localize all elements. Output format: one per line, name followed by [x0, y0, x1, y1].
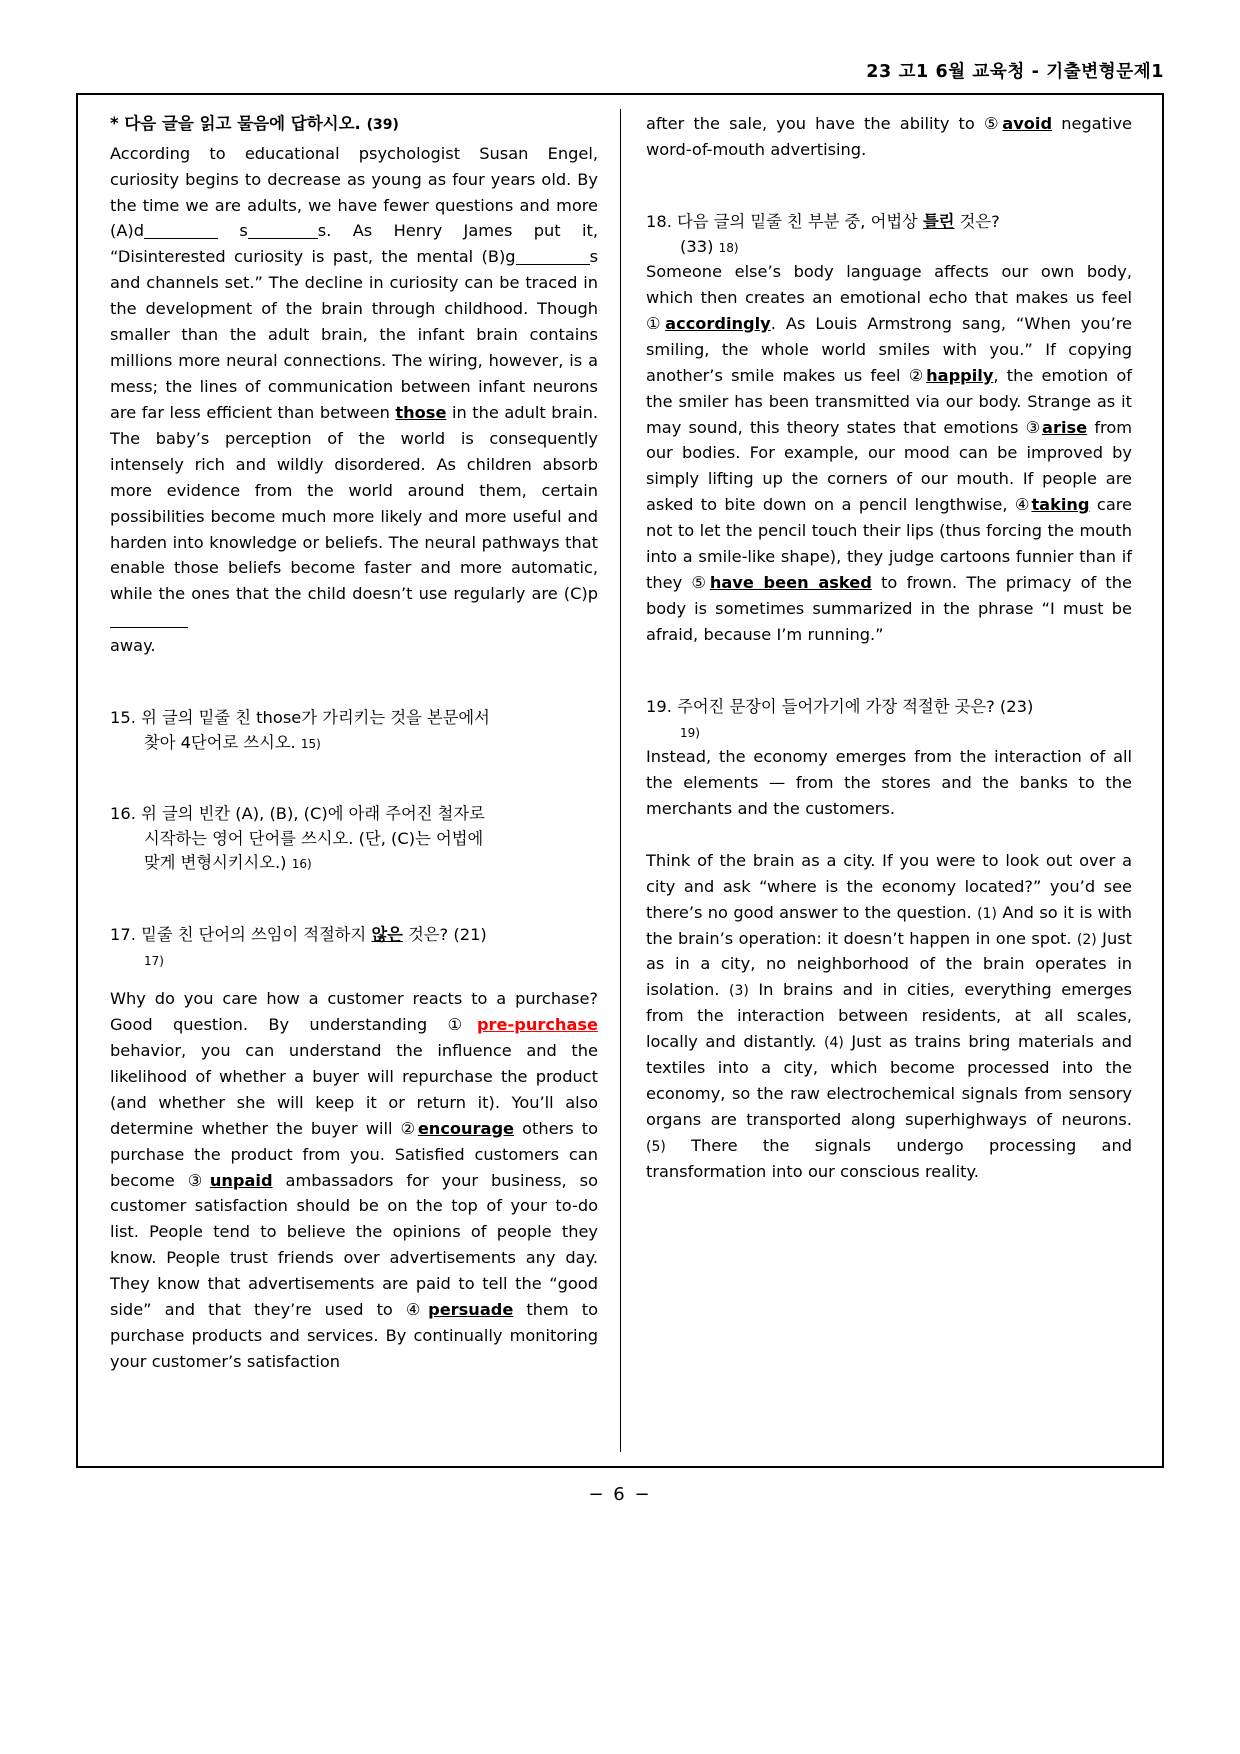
question-18-ref: 18)	[718, 240, 739, 255]
q19-marker-4: (4)	[823, 1035, 844, 1052]
q18-choice3-marker: ③	[1025, 417, 1043, 437]
q18-choice-5: have been asked	[709, 573, 872, 593]
q18-p6: to frown. The primacy of the body is sometimes summarized in the phrase “I must be afraid, because I’m running.”	[646, 573, 1132, 644]
spacer	[646, 648, 1132, 694]
left-column	[90, 111, 620, 1456]
spacer	[110, 972, 598, 986]
q19-s2: Just as in a city, no neighborhood of the brain operates in isolation.	[646, 928, 1132, 1000]
question-16-ref: 16)	[291, 857, 312, 872]
question-15-number: 15.	[110, 708, 136, 728]
spacer	[110, 659, 598, 705]
question-16	[110, 801, 598, 827]
passage-part-5: in the adult brain. The baby’s perception of the world is consequently intensely rich and wildly disordered. As children absorb more evidence from the world around them, certain possibilities become much more likely and more useful and harden into knowledge or beliefs. The neural pathways that enable those beliefs become faster and more automatic, while the ones that the child doesn’t use regularly are (C)p	[110, 402, 598, 604]
question-18-sub-row	[646, 235, 1132, 259]
q19-marker-3: (3)	[728, 983, 749, 1000]
spacer	[646, 822, 1132, 848]
question-17-title-2: 것은? (21)	[402, 924, 487, 944]
question-16-line2: 시작하는 영어 단어를 쓰시오. (단, (C)는 어법에	[144, 829, 484, 849]
q19-p1: Think of the brain as a city. If you were to look out over a city and ask “where is the economy located?” you’d see there’s no good answer to the question.	[646, 850, 1132, 922]
q19-s3: In brains and in cities, everything emerges from the interaction between residents, at all scales, locally and distantly.	[646, 980, 1132, 1052]
page-header	[0, 58, 1164, 83]
q19-s4: Just as trains bring materials and textiles into a city, which become processed into the economy, so the raw electrochemical signals from sensory organs are transported along superhighways of neurons.	[646, 1032, 1132, 1129]
passage-part-3: s. As Henry James put it, “Disinterested curiosity is past, the mental (B)g	[110, 221, 598, 267]
q19-marker-1: (1)	[977, 905, 997, 922]
q18-p2: . As Louis Armstrong sang, “When you’re smiling, the whole world smiles with you.” If copying another’s smile makes us feel	[646, 313, 1132, 385]
question-17-passage-continued	[646, 111, 1132, 163]
question-15-line2: 찾아 4단어로 쓰시오.	[144, 732, 296, 752]
page-footer	[0, 1484, 1240, 1505]
question-15-line2-row	[110, 731, 598, 755]
question-19-number: 19.	[646, 696, 672, 716]
passage-part-2: s	[217, 221, 248, 241]
question-19	[646, 694, 1132, 720]
right-column	[620, 111, 1150, 1456]
question-18-emphasis: 틀린	[922, 211, 955, 231]
question-16-line1: 위 글의 빈칸 (A), (B), (C)에 아래 주어진 철자로	[141, 804, 485, 824]
underlined-those: those	[395, 402, 447, 422]
q19-marker-5: (5)	[646, 1138, 666, 1155]
q17-choice4-marker: ④	[405, 1300, 429, 1320]
question-17-title-1: 밑줄 친 단어의 쓰임이 적절하지	[141, 924, 372, 944]
q17-choice-2: encourage	[417, 1118, 515, 1138]
question-19-passage	[646, 848, 1132, 1185]
q18-choice1-marker: ①	[646, 313, 666, 333]
question-19-title: 주어진 문장이 들어가기에 가장 적절한 곳은? (23)	[677, 696, 1034, 716]
blank-a2	[248, 238, 318, 239]
spacer	[110, 755, 598, 801]
two-column-layout	[78, 95, 1162, 1466]
q17-p4: ambassadors for your business, so customer satisfaction should be on the top of your to-do list. People tend to believe the opinions of people they know. People trust friends over advertisements any day. They know that advertisements are paid to tell the “good side” and that they’re used to	[110, 1170, 599, 1320]
q19-given-text: Instead, the economy emerges from the interaction of all the elements — from the stores and the banks to the merchants and the customers.	[646, 747, 1132, 818]
q18-choice-3: arise	[1042, 417, 1088, 437]
spacer	[646, 163, 1132, 209]
q18-choice-4: taking	[1031, 495, 1090, 515]
question-15-ref: 15)	[300, 736, 321, 751]
question-16-line3-row	[110, 851, 598, 875]
question-17-emphasis: 않은	[371, 924, 403, 944]
q19-s5: There the signals undergo processing and transformation into our conscious reality.	[646, 1135, 1132, 1181]
q19-s1: And so it is with the brain’s operation: it doesn’t happen in one spot.	[646, 902, 1132, 948]
q17-choice-5: avoid	[1002, 114, 1053, 133]
q18-choice5-marker: ⑤	[691, 573, 710, 593]
blank-b	[516, 264, 590, 265]
question-18-number: 18.	[646, 211, 672, 231]
question-18-title-1: 다음 글의 밑줄 친 부분 중, 어법상	[677, 211, 923, 231]
directive-ref: (39)	[366, 117, 399, 133]
q17-p1: Why do you care how a customer reacts to a purchase? Good question. By understanding	[110, 989, 598, 1034]
question-16-number: 16.	[110, 804, 136, 824]
question-18-title-2: 것은?	[954, 211, 1000, 231]
q18-choice-2: happily	[926, 365, 994, 385]
q17c-choice5-marker: ⑤	[983, 114, 1003, 133]
q18-p5: care not to let the pencil touch their lips (thus forcing the mouth into a smile-like shape), they judge cartoons funnier than if they	[646, 495, 1133, 593]
q17-choice-4: persuade	[428, 1300, 514, 1320]
blank-a	[144, 238, 218, 239]
question-16-line2-row	[110, 827, 598, 851]
content-frame	[76, 93, 1164, 1468]
question-19-given-sentence	[646, 744, 1132, 822]
question-17-ref: 17)	[144, 953, 164, 968]
q17-choice3-marker: ③	[187, 1170, 210, 1190]
q17-p2: behavior, you can understand the influence and the likelihood of whether a buyer will repurchase the product (and whether she will keep it or return it). You’ll also determine whether the buyer will	[110, 1040, 598, 1138]
reading-directive	[110, 111, 598, 137]
q17c-p1: after the sale, you have the ability to	[646, 114, 984, 133]
header-title: 23 고1 6월 교육청 - 기출변형문제1	[866, 62, 1164, 82]
q17-choice-1: pre-purchase	[476, 1015, 598, 1034]
q18-p1: Someone else’s body language affects our own body, which then creates an emotional echo that makes us feel	[646, 262, 1132, 307]
q17-p3: others to purchase the product from you. Satisfied customers can become	[110, 1118, 599, 1190]
passage-part-6: away.	[110, 636, 156, 656]
q17c-p2: negative word-of-mouth advertising.	[646, 114, 1132, 159]
question-19-ref-row	[646, 720, 1132, 744]
passage-39	[110, 141, 598, 659]
page-number: − 6 −	[588, 1484, 652, 1505]
question-17-number: 17.	[110, 924, 136, 944]
q17-choice-3: unpaid	[209, 1170, 273, 1190]
q17-choice2-marker: ②	[400, 1118, 418, 1138]
q17-choice1-marker: ①	[447, 1015, 477, 1034]
passage-part-4: s and channels set.” The decline in curiosity can be traced in the development of the brain through childhood. Though smaller than the adult brain, the infant brain contains millions more neural connections. The wiring, however, is a mess; the lines of communication between infant neurons are far less efficient than between	[110, 247, 598, 422]
question-15-line1: 위 글의 밑줄 친 those가 가리키는 것을 본문에서	[141, 708, 490, 728]
q18-choice-1: accordingly	[665, 313, 771, 333]
directive-text: * 다음 글을 읽고 물음에 답하시오.	[110, 114, 361, 133]
q17-p5: them to purchase products and services. By continually monitoring your customer’s satisfaction	[110, 1300, 598, 1371]
q18-choice2-marker: ②	[908, 365, 927, 385]
spacer	[110, 876, 598, 922]
passage-part-1: According to educational psychologist Susan Engel, curiosity begins to decrease as young as four years old. By the time we are adults, we have fewer questions and more (A)d	[110, 143, 598, 241]
blank-c	[110, 627, 188, 628]
question-18	[646, 209, 1132, 235]
q19-marker-2: (2)	[1076, 931, 1097, 948]
q18-p3: , the emotion of the smiler has been transmitted via our body. Strange as it may sound, this theory states that emotions	[646, 365, 1132, 437]
question-17	[110, 922, 598, 948]
question-17-passage	[110, 986, 598, 1375]
question-17-ref-row	[110, 948, 598, 972]
question-18-sub: (33)	[680, 236, 714, 256]
question-16-line3: 맞게 변형시키시오.)	[144, 853, 287, 873]
question-15	[110, 705, 598, 731]
question-19-ref: 19)	[680, 725, 700, 740]
q18-p4: from our bodies. For example, our mood can be improved by simply lifting up the corners of our mouth. If people are asked to bite down on a pencil lengthwise,	[646, 417, 1133, 515]
q18-choice4-marker: ④	[1014, 495, 1032, 515]
question-18-passage	[646, 259, 1132, 648]
